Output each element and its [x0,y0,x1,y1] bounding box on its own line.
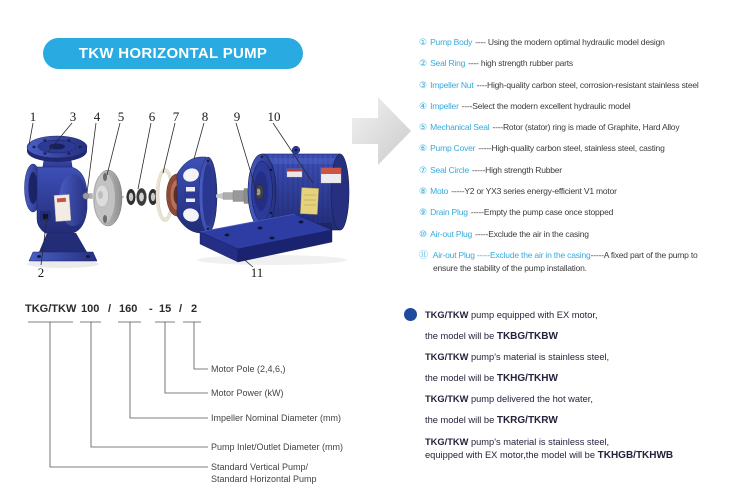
variant-line [425,393,755,405]
bullet-circle-icon [404,308,417,321]
variant-text: the model will be [425,372,497,383]
part-desc-continued: ensure the stability of the pump installation. [433,262,587,273]
part-name: Drain Plug [430,207,468,218]
part-desc: ----Select the modern excellent hydraulic model [461,100,631,111]
model-name: TKG/TKW [425,394,469,405]
part-name: Seal Ring [430,58,466,69]
list-item [419,79,756,92]
item-number: ② [419,59,428,70]
model-name: TKRG/TKRW [496,414,558,426]
list-item [419,57,756,70]
part-name: Moto [430,186,449,197]
item-number: ⑨ [419,208,428,219]
part-desc: -----Empty the pump case once stopped [470,207,614,218]
model-slash-2: / [179,303,183,315]
item-number: ⑪ [419,250,429,261]
callout-7: 7 [172,109,180,124]
list-item [419,228,756,241]
model-name: TKG/TKW [425,352,469,363]
item-number: ① [419,38,428,48]
model-name: TKG/TKW [425,310,469,320]
item-number: ④ [419,101,428,112]
part-name: Pump Cover [430,143,476,154]
callout-1: 1 [29,109,37,124]
item-number: ③ [419,80,428,91]
variant-text: equipped with EX motor,the model will be [425,449,598,460]
variant-line [425,372,755,385]
list-item [419,164,756,177]
model-inlet: 100 [81,303,100,315]
base-plate [200,214,332,262]
mechanical-seal [127,188,158,206]
part-name: Impeller Nut [430,79,474,90]
pump-cover [167,157,218,233]
callout-4: 4 [93,109,101,124]
list-item [419,36,756,49]
variant-line [425,449,755,462]
part-desc: -----A fixed part of the pump to [590,249,698,260]
exploded-pump-diagram [10,95,350,295]
part-desc: -----High strength Rubber [471,164,562,175]
callout-11: 11 [250,265,264,280]
list-item [419,249,756,262]
model-name: TKG/TKW [425,436,469,447]
model-dash: - [149,303,153,315]
part-desc: -----Exclude the air in the casing [475,228,589,239]
part-name: Air-out Plug [430,228,473,239]
part-desc: ---- Using the modern optimal hydraulic model design [475,37,665,47]
callout-8: 8 [201,109,209,124]
variant-line [425,309,755,321]
title-banner [43,38,303,69]
item-number: ⑧ [419,187,428,198]
item-number: ⑩ [419,229,428,240]
item-number: ⑥ [419,144,428,155]
model-name: TKHGB/TKHWB [597,449,674,461]
label-inlet-outlet: Pump Inlet/Outlet Diameter (mm) [211,442,344,452]
motor-label-yellow [300,188,318,215]
impeller-nut [83,193,93,199]
label-motor-power: Motor Power (kW) [211,388,284,398]
impeller [93,170,122,226]
callout-10: 10 [267,109,281,124]
model-code-tree [28,322,208,467]
variant-text: the model will be [425,330,497,341]
part-name: Air-out Plug -----Exclude the air in the casing [432,249,591,260]
part-desc: ----Rotor (stator) ring is made of Graphite, Hard Alloy [492,122,680,133]
list-item [419,185,756,198]
variant-text: pump's material is stainless steel, [468,352,610,363]
variant-text: pump delivered the hot water, [468,394,593,405]
callout-3: 3 [69,109,77,124]
part-desc: -----Y2 or YX3 series energy-efficient V1 motor [451,186,617,197]
parts-list [419,36,756,274]
callout-9: 9 [233,109,241,124]
variant-line [425,351,755,363]
item-number: ⑦ [419,165,428,176]
variant-text: pump's material is stainless steel, [468,436,610,447]
model-name: TKBG/TKBW [496,330,558,342]
model-code-diagram [18,299,358,494]
callout-2: 2 [37,265,45,280]
label-standard-vertical: Standard Vertical Pump/ [211,462,309,472]
part-name: Pump Body [430,37,473,47]
variant-text: pump equipped with EX motor, [468,310,598,320]
label-standard-horizontal: Standard Horizontal Pump [211,474,317,484]
part-name: Mechanical Seal [430,122,490,133]
part-desc: ----High-quality carbon steel, corrosion-resistant stainless steel [476,79,699,90]
list-item [419,206,756,219]
label-impeller-diameter: Impeller Nominal Diameter (mm) [211,413,342,423]
item-number: ⑤ [419,123,428,134]
model-code-segments [25,303,197,315]
model-name: TKHG/TKHW [496,372,558,384]
model-prefix: TKG/TKW [25,303,77,315]
label-motor-pole: Motor Pole (2,4,6,) [211,364,286,374]
variant-line [425,414,755,427]
part-desc: -----High-quality carbon steel, stainless steel, casting [478,143,665,154]
variants-note [425,309,755,462]
list-item [419,121,756,134]
list-item [419,142,756,155]
model-impeller: 160 [119,303,138,315]
list-item [419,100,756,113]
variant-text: the model will be [425,414,497,425]
model-code-labels [211,364,343,484]
page-title: TKW HORIZONTAL PUMP [78,45,268,62]
callout-6: 6 [148,109,156,124]
part-name: Impeller [430,100,459,111]
variant-line [425,436,755,448]
callout-5: 5 [117,109,125,124]
model-power: 15 [159,303,172,315]
part-desc: ---- high strength rubber parts [468,58,573,69]
model-pole: 2 [191,303,198,315]
right-arrow-icon [350,92,414,170]
model-slash-1: / [108,303,112,315]
variant-line [425,330,755,343]
part-name: Seal Circle [430,164,469,175]
base-shadow [197,255,347,265]
